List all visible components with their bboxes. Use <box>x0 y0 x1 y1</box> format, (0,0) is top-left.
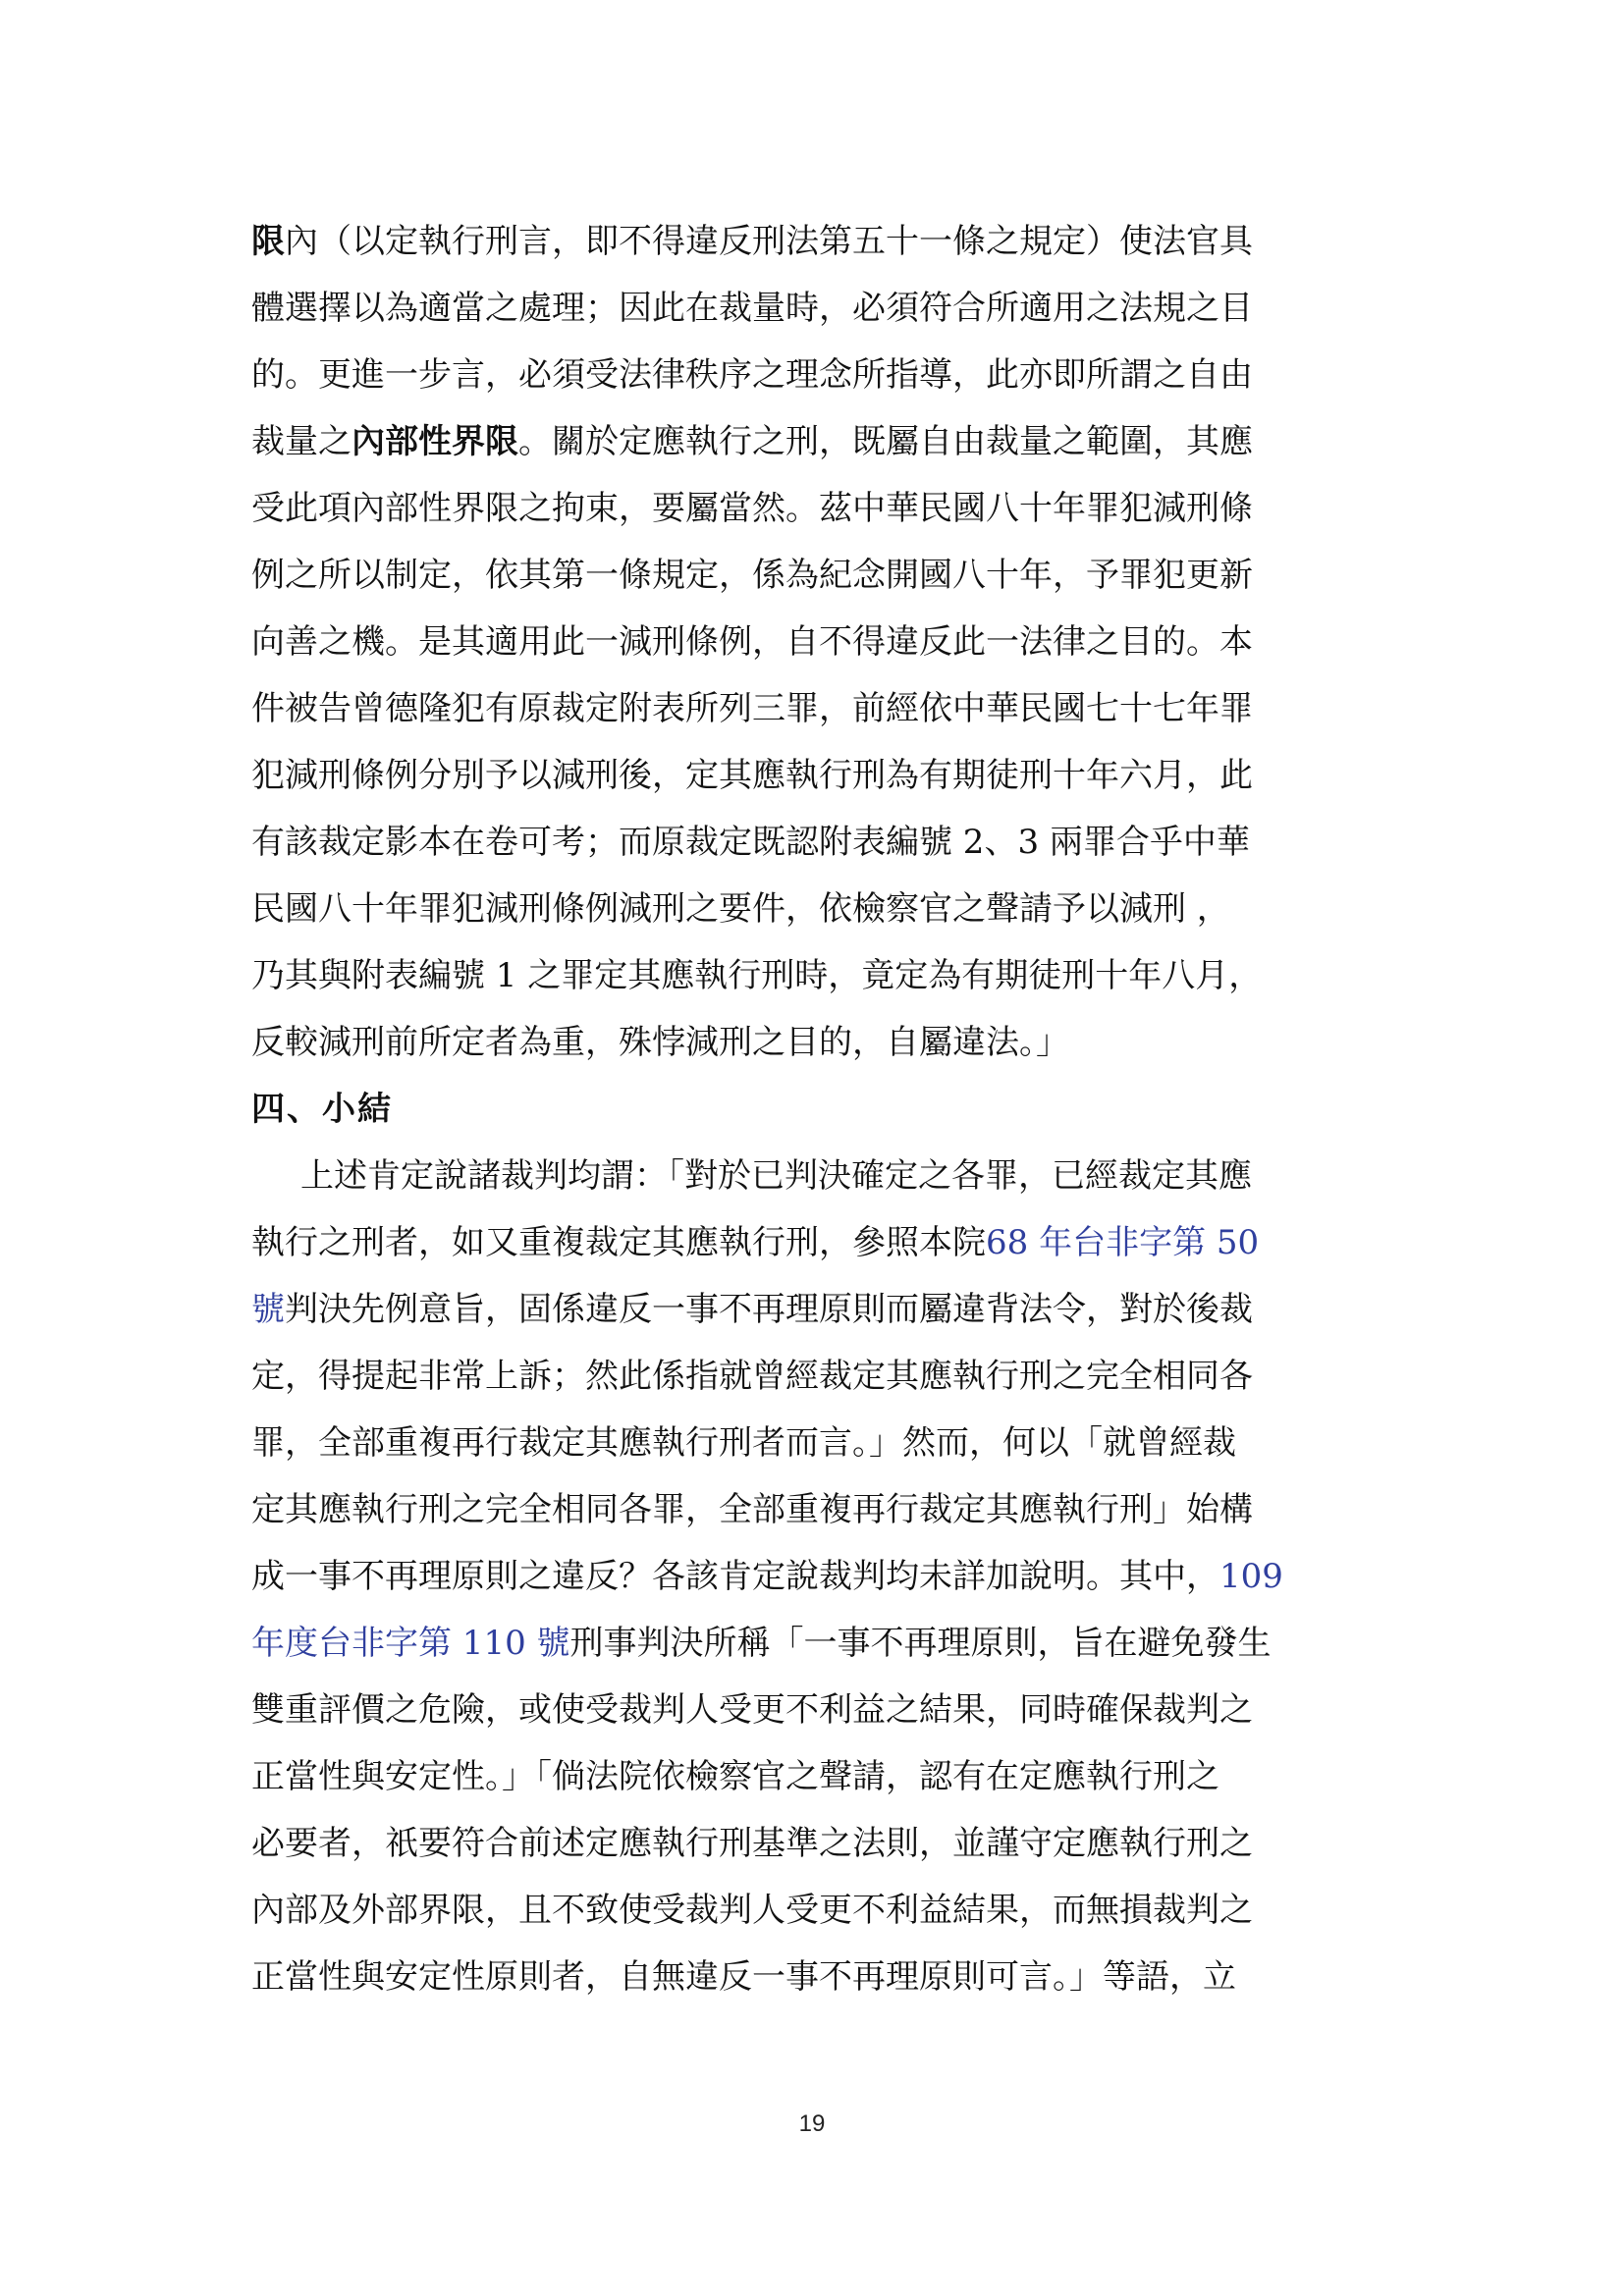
text-line: 乃其與附表編號 1 之罪定其應執行刑時，竟定為有期徒刑十年八月， <box>251 956 1263 995</box>
text-line: 受此項內部性界限之拘束，要屬當然。茲中華民國八十年罪犯減刑條 <box>251 489 1253 528</box>
text-line: 正當性與安定性。」「倘法院依檢察官之聲請，認有在定應執行刑之 <box>251 1757 1219 1796</box>
text-line: 罪，全部重複再行裁定其應執行刑者而言。」然而，何以「就曾經裁 <box>251 1423 1236 1463</box>
section-heading: 四、小結 <box>251 1090 393 1129</box>
citation-link[interactable]: 109 <box>1219 1557 1283 1596</box>
citation-link[interactable]: 68 年台非字第 50 <box>986 1223 1260 1262</box>
page-number: 19 <box>798 2110 826 2137</box>
text-segment: 。關於定應執行之刑，既屬自由裁量之範圍，其應 <box>518 422 1253 461</box>
bold-text: 內部性界限 <box>352 422 518 461</box>
text-line: 反較減刑前所定者為重，殊悖減刑之目的，自屬違法。」 <box>251 1023 1069 1062</box>
text-line: 例之所以制定，依其第一條規定，係為紀念開國八十年，予罪犯更新 <box>251 556 1253 595</box>
text-segment: 刑事判決所稱「一事不再理原則，旨在避免發生 <box>569 1624 1272 1663</box>
text-line: 體選擇以為適當之處理；因此在裁量時，必須符合所適用之法規之目 <box>251 289 1253 328</box>
text-line: 正當性與安定性原則者，自無違反一事不再理原則可言。」等語，立 <box>251 1957 1236 1997</box>
text-line: 內部及外部界限，且不致使受裁判人受更不利益結果，而無損裁判之 <box>251 1891 1253 1930</box>
text-line: 有該裁定影本在卷可考；而原裁定既認附表編號 2、3 兩罪合乎中華 <box>251 823 1250 862</box>
text-line: 上述肯定說諸裁判均謂：「對於已判決確定之各罪，已經裁定其應 <box>300 1156 1252 1196</box>
text-line: 向善之機。是其適用此一減刑條例，自不得違反此一法律之目的。本 <box>251 622 1253 662</box>
text-segment: 內（以定執行刑言，即不得違反刑法第五十一條之規定）使法官具 <box>285 222 1253 261</box>
bold-text: 限 <box>251 222 285 261</box>
text-line: 雙重評價之危險，或使受裁判人受更不利益之結果，同時確保裁判之 <box>251 1690 1253 1730</box>
text-line: 件被告曾德隆犯有原裁定附表所列三罪，前經依中華民國七十七年罪 <box>251 689 1253 728</box>
text-line: 定其應執行刑之完全相同各罪，全部重複再行裁定其應執行刑」始構 <box>251 1490 1253 1529</box>
text-line <box>251 1610 1386 1677</box>
text-line <box>251 1276 1386 1343</box>
text-line: 民國八十年罪犯減刑條例減刑之要件，依檢察官之聲請予以減刑 ， <box>251 889 1230 929</box>
text-line <box>251 1209 1386 1276</box>
text-line <box>251 408 1386 475</box>
citation-link[interactable]: 號 <box>251 1290 285 1329</box>
text-line <box>251 1543 1386 1610</box>
text-segment: 成一事不再理原則之違反？各該肯定說裁判均未詳加說明。其中， <box>251 1557 1219 1596</box>
text-line <box>251 208 1386 275</box>
body-text <box>251 208 1386 2010</box>
text-segment: 執行之刑者，如又重複裁定其應執行刑，參照本院 <box>251 1223 986 1262</box>
text-segment: 判決先例意旨，固係違反一事不再理原則而屬違背法令，對於後裁 <box>285 1290 1253 1329</box>
citation-link[interactable]: 年度台非字第 110 號 <box>251 1624 570 1663</box>
text-line: 的。更進一步言，必須受法律秩序之理念所指導，此亦即所謂之自由 <box>251 355 1253 395</box>
text-line: 犯減刑條例分別予以減刑後，定其應執行刑為有期徒刑十年六月，此 <box>251 756 1253 795</box>
text-line: 定，得提起非常上訴；然此係指就曾經裁定其應執行刑之完全相同各 <box>251 1357 1253 1396</box>
text-line: 必要者，祇要符合前述定應執行刑基準之法則，並謹守定應執行刑之 <box>251 1824 1253 1863</box>
text-segment: 裁量之 <box>251 422 352 461</box>
